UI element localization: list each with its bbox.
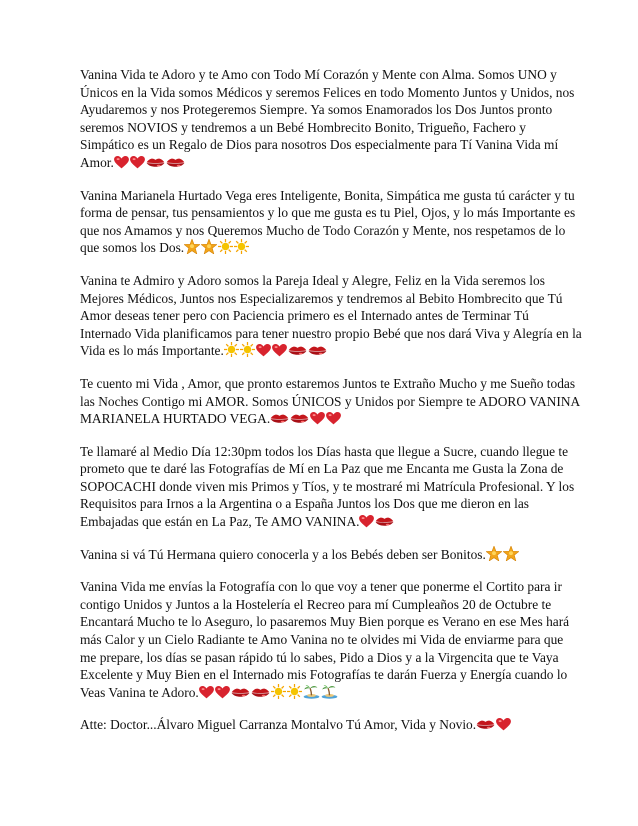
letter-paragraph: [80, 272, 582, 360]
lips-icon: [375, 516, 394, 528]
sun-icon: [218, 239, 233, 254]
lips-icon: [270, 413, 289, 425]
emoji-group: [476, 717, 512, 732]
star-icon: [503, 546, 519, 561]
letter-paragraph: [80, 187, 582, 257]
emoji-group: [184, 240, 250, 255]
palm-island-icon: [303, 684, 320, 699]
emoji-group: [114, 155, 186, 170]
sun-icon: [234, 239, 249, 254]
lips-icon: [251, 687, 270, 699]
letter-paragraph: [80, 716, 582, 734]
heart-icon: [130, 156, 145, 169]
heart-icon: [272, 344, 287, 357]
lips-icon: [231, 687, 250, 699]
letter-paragraph: [80, 546, 582, 564]
heart-icon: [114, 156, 129, 169]
paragraph-text: Vanina te Admiro y Adoro somos la Pareja Ideal y Alegre, Feliz en la Vida seremos los Mejores Médicos, Juntos nos Especializaremos y tendremos al Bebito Hombrecito que Tú Amor deseas tener pero con Paciencia primero es el Internado antes de Terminar Tú Internado Vida planificamos para tener nuestro propio Bebé que nos dará Viva y Alegría en la Vida es lo más Importante.: [80, 272, 582, 359]
lips-icon: [476, 719, 495, 731]
heart-icon: [359, 515, 374, 528]
sun-icon: [287, 684, 302, 699]
letter-paragraph: [80, 66, 582, 172]
paragraph-text: Vanina Marianela Hurtado Vega eres Inteligente, Bonita, Simpática me gusta tú carácter y tu forma de pensar, tus pensamientos y lo que me gusta es tu Piel, Ojos, y lo más Importante es que nos Amamos y nos Queremos Mucho de Todo Corazón y Mente, nos respetamos de lo que somos los Dos.: [80, 187, 576, 256]
emoji-group: [486, 547, 520, 562]
letter-paragraph: [80, 578, 582, 701]
letter-body: [80, 66, 582, 734]
emoji-group: [359, 514, 395, 529]
paragraph-text: Te llamaré al Medio Día 12:30pm todos los Días hasta que llegue a Sucre, cuando llegue te prometo que te daré las Fotografías de Mí en La Paz que me Encanta me Gusta la Zona de SOPOCACHI donde viven mis Primos y Tíos, y te mostraré mi Matrícula Profesional. Y los Requisitos para Irnos a la Argentina o a España Juntos los Dos que me dieron en las Embajadas que están en La Paz, Te AMO VANINA.: [80, 443, 575, 530]
heart-icon: [310, 412, 325, 425]
lips-icon: [288, 345, 307, 357]
sun-icon: [240, 342, 255, 357]
star-icon: [486, 546, 502, 561]
paragraph-text: Te cuento mi Vida , Amor, que pronto estaremos Juntos te Extraño Mucho y me Sueño todas las Noches Contigo mi AMOR. Somos ÚNICOS y Unidos por Siempre te ADORO VANINA MARIANELA HURTADO VEGA.: [80, 375, 580, 427]
paragraph-text: Vanina si vá Tú Hermana quiero conocerla y a los Bebés deben ser Bonitos.: [80, 546, 486, 562]
paragraph-text: Vanina Vida me envías la Fotografía con lo que voy a tener que ponerme el Cortito para ir contigo Unidos y Juntos a la Hostelería el Recreo para mí Cumpleaños 20 de Octubre te Encantará Mucho te lo Aseguro, lo pasaremos Muy Bien porque es Verano en ese Mes hará más Calor y un Cielo Radiante te Amo Vanina no te olvides mi Vida de enviarme para que me prepare, los días se pasan rápido tú lo sabes, Pido a Dios y a la Virgencita que te Vaya Excelente y Muy Bien en el Internado mis Fotografías te darán Fuerza y Energía cuando lo Veas Vanina te Adoro.: [80, 579, 570, 700]
heart-icon: [326, 412, 341, 425]
heart-icon: [496, 718, 511, 731]
palm-island-icon: [321, 684, 338, 699]
emoji-group: [270, 411, 342, 426]
sun-icon: [224, 342, 239, 357]
star-icon: [184, 239, 200, 254]
star-icon: [201, 239, 217, 254]
heart-icon: [215, 686, 230, 699]
emoji-group: [199, 685, 339, 700]
lips-icon: [308, 345, 327, 357]
sun-icon: [271, 684, 286, 699]
letter-paragraph: [80, 375, 582, 428]
paragraph-text: Vanina Vida te Adoro y te Amo con Todo Mí Corazón y Mente con Alma. Somos UNO y Únicos en la Vida somos Médicos y seremos Felices en todo Momento Juntos y Unidos, nos Ayudaremos y nos Protegeremos Siempre. Ya somos Enamorados los Dos Juntos pronto seremos NOVIOS y tendremos a un Bebé Hombrecito Bonito, Trigueño, Fachero y Simpático es un Regalo de Dios para nosotros Dos especialmente para Tí Vanina Vida mí Amor.: [80, 67, 575, 170]
heart-icon: [256, 344, 271, 357]
lips-icon: [166, 157, 185, 169]
lips-icon: [146, 157, 165, 169]
heart-icon: [199, 686, 214, 699]
emoji-group: [224, 343, 328, 358]
paragraph-text: Atte: Doctor...Álvaro Miguel Carranza Montalvo Tú Amor, Vida y Novio.: [80, 717, 477, 733]
lips-icon: [290, 413, 309, 425]
letter-paragraph: [80, 443, 582, 531]
